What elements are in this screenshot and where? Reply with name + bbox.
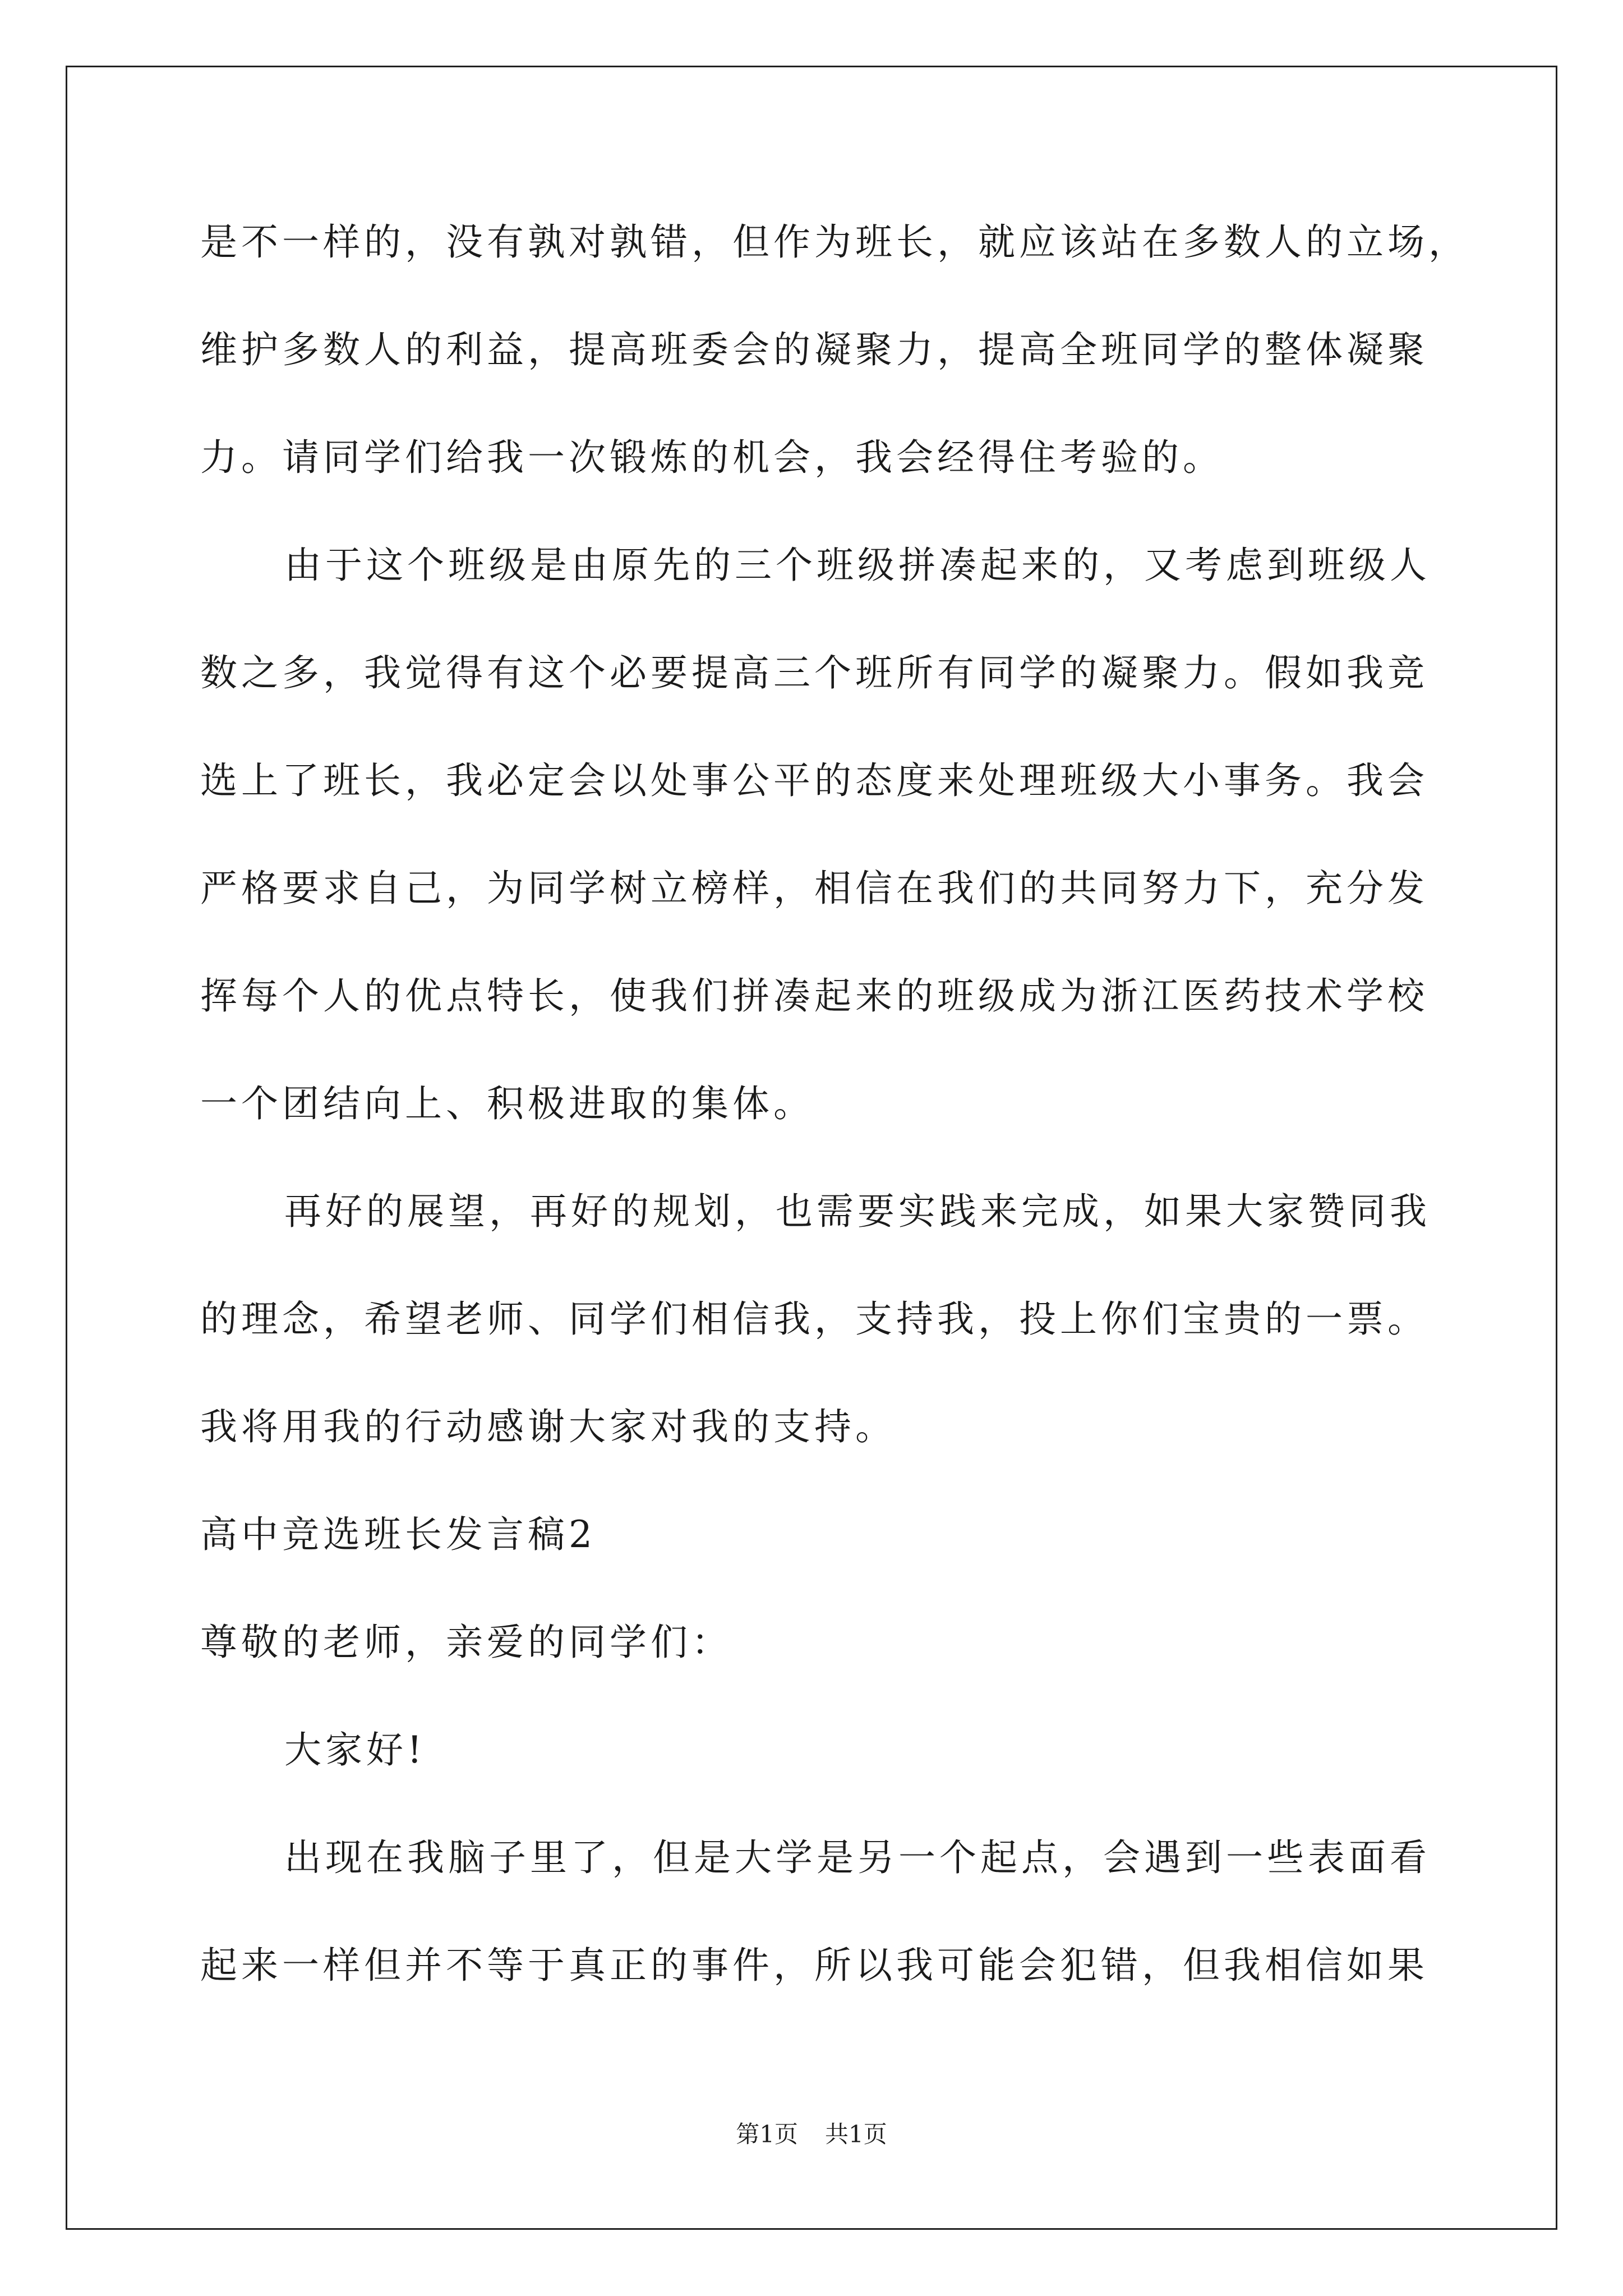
text-line: 的理念，希望老师、同学们相信我，支持我，投上你们宝贵的一票。 — [200, 1297, 1428, 1341]
text-line: 挥每个人的优点特长，使我们拼凑起来的班级成为浙江医药技术学校 — [200, 974, 1428, 1018]
text-line: 一个团结向上、积极进取的集体。 — [200, 1082, 814, 1125]
page-footer — [0, 2118, 1623, 2151]
text-line: 出现在我脑子里了，但是大学是另一个起点，会遇到一些表面看 — [284, 1836, 1431, 1879]
greeting: 大家好! — [284, 1728, 426, 1772]
text-line: 维护多数人的利益，提高班委会的凝聚力，提高全班同学的整体凝聚 — [200, 328, 1428, 371]
text-line: 再好的展望，再好的规划，也需要实践来完成，如果大家赞同我 — [284, 1190, 1431, 1233]
text-line: 由于这个班级是由原先的三个班级拼凑起来的，又考虑到班级人 — [284, 544, 1431, 587]
page-total: 共1页 — [825, 2120, 887, 2148]
text-line: 严格要求自己，为同学树立榜样，相信在我们的共同努力下，充分发 — [200, 867, 1428, 910]
document-body — [200, 209, 1469, 2040]
text-line: 我将用我的行动感谢大家对我的支持。 — [200, 1405, 896, 1448]
page-current: 第1页 — [736, 2120, 798, 2148]
section-heading: 高中竞选班长发言稿2 — [200, 1513, 596, 1556]
text-line: 选上了班长，我必定会以处事公平的态度来处理班级大小事务。我会 — [200, 759, 1428, 802]
text-line: 是不一样的，没有孰对孰错，但作为班长，就应该站在多数人的立场， — [200, 220, 1469, 264]
text-line: 数之多，我觉得有这个必要提高三个班所有同学的凝聚力。假如我竞 — [200, 651, 1428, 694]
text-line: 力。请同学们给我一次锻炼的机会，我会经得住考验的。 — [200, 436, 1224, 479]
text-line: 起来一样但并不等于真正的事件，所以我可能会犯错，但我相信如果 — [200, 1944, 1428, 1987]
salutation: 尊敬的老师，亲爱的同学们： — [200, 1621, 732, 1664]
